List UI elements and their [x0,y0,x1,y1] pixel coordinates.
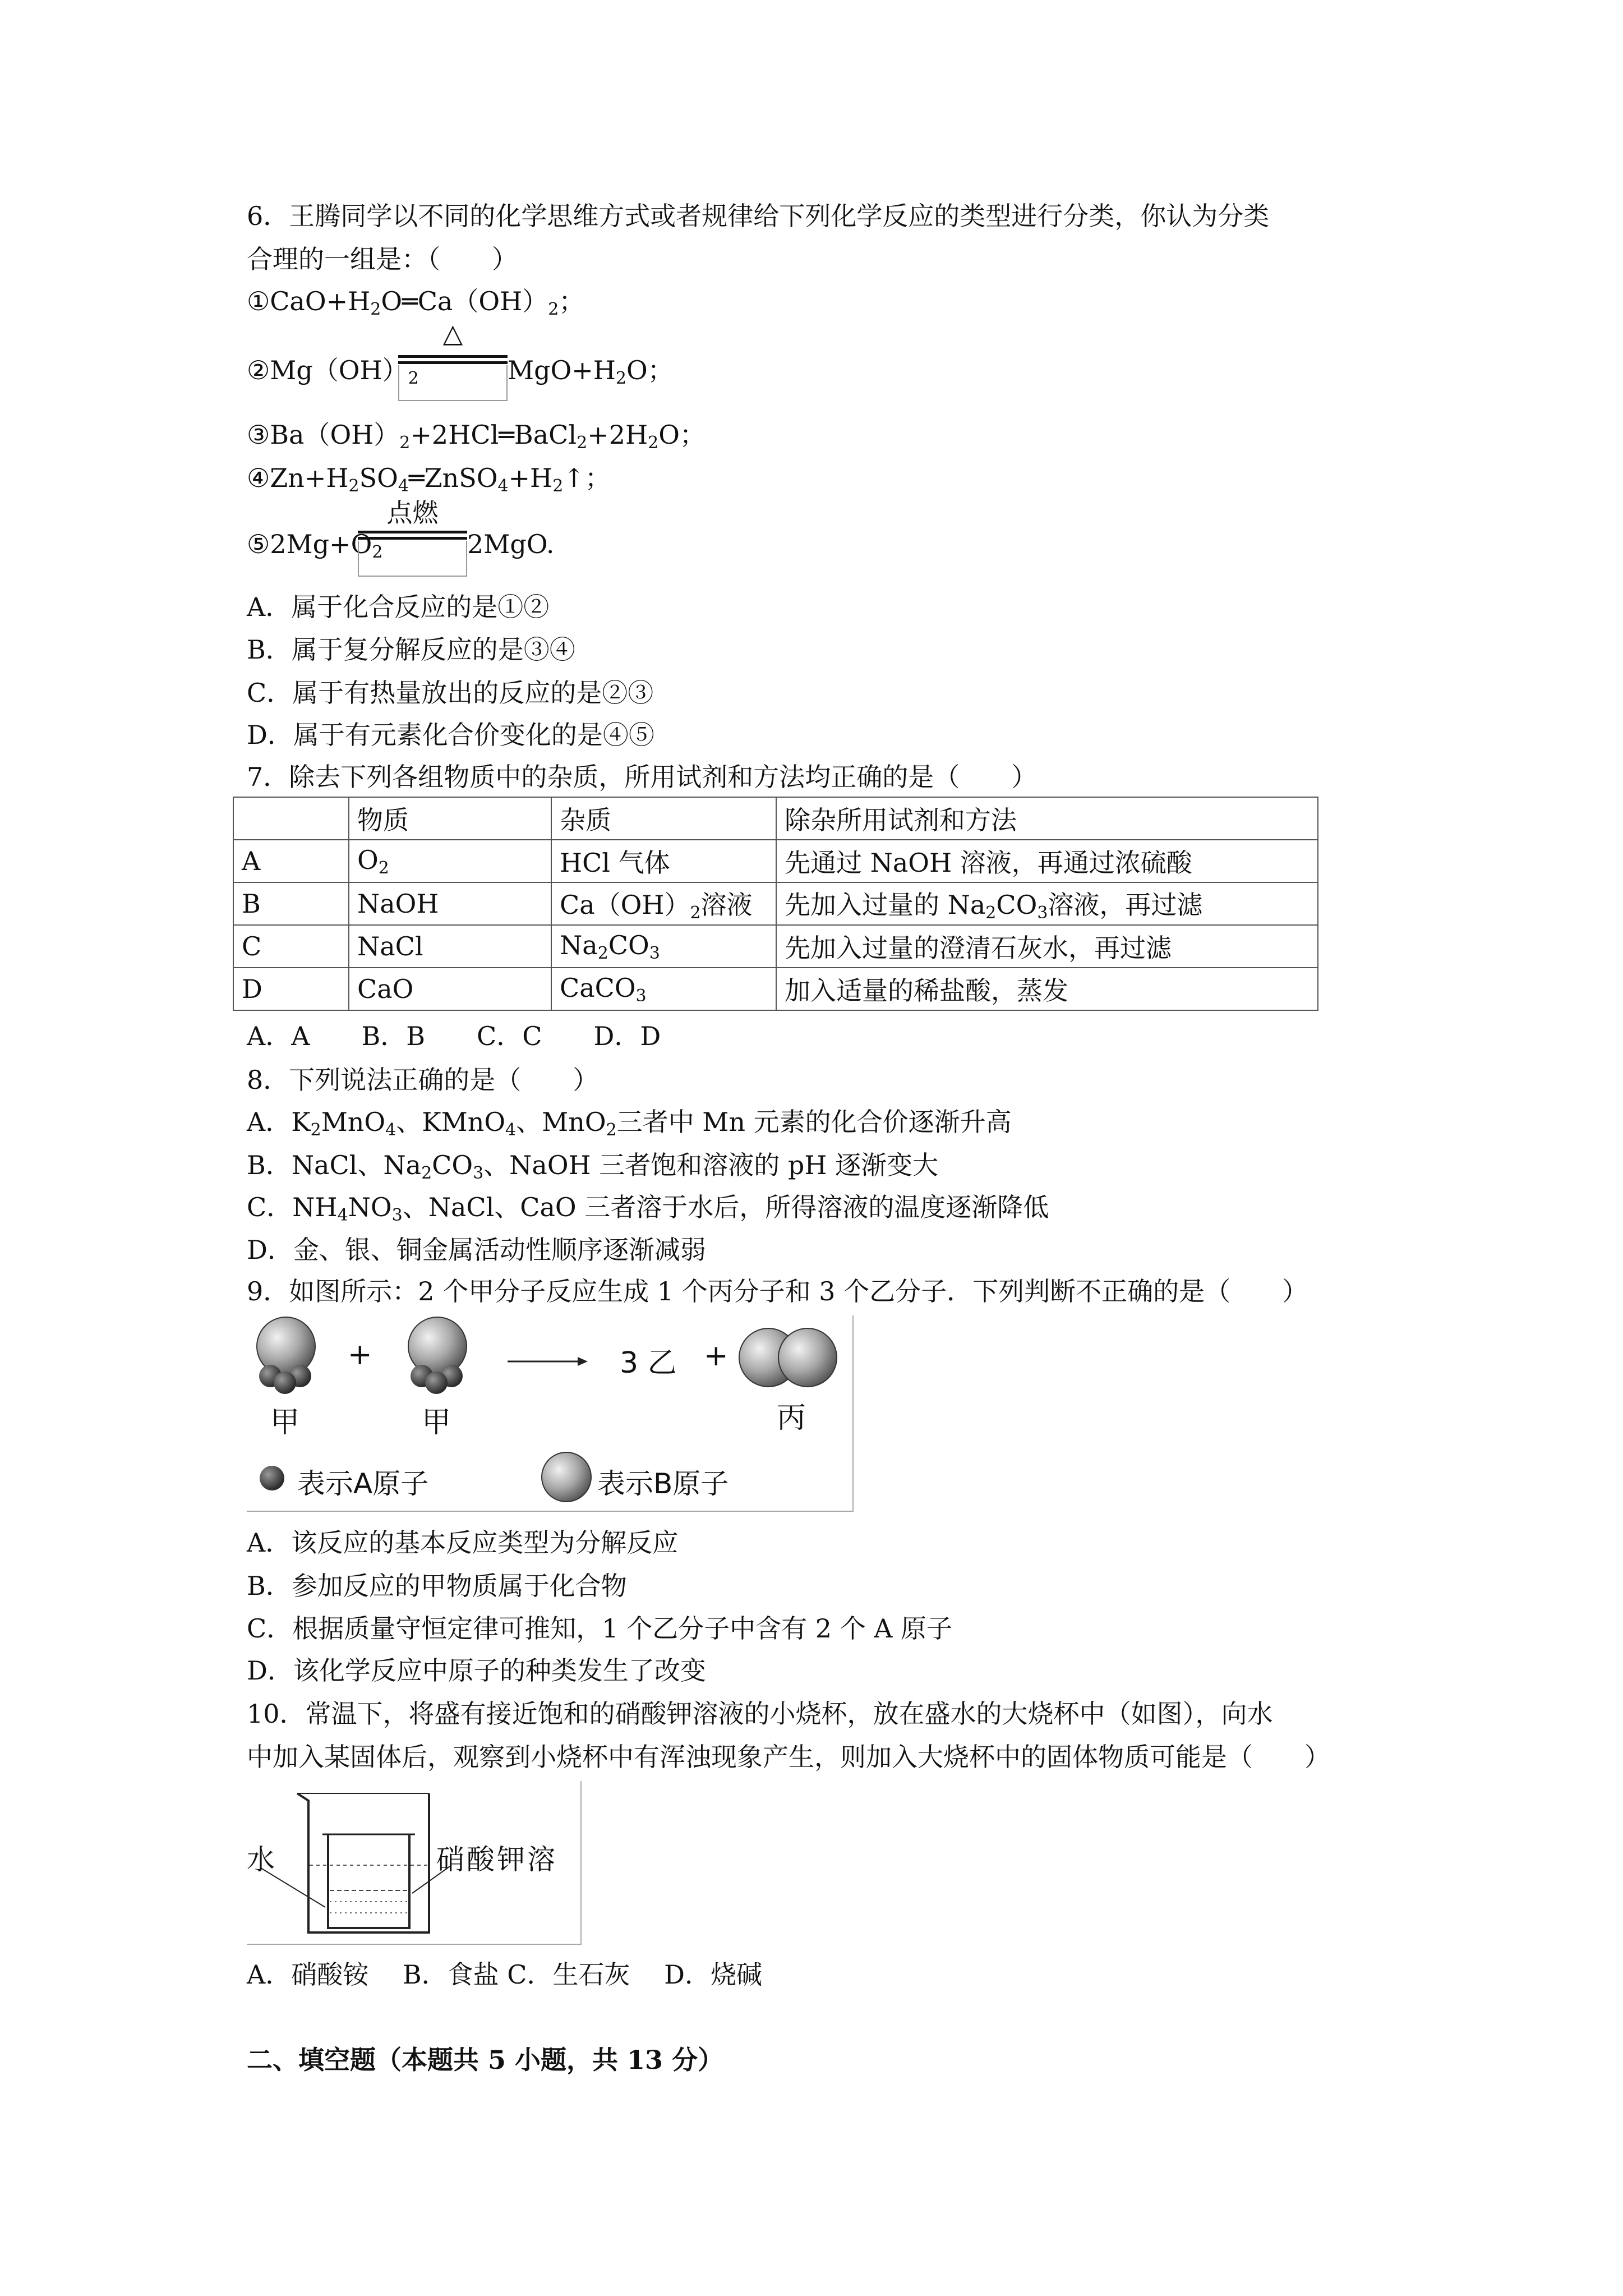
q8-stem: 8．下列说法正确的是（ ） [247,1065,599,1095]
q9-option-c: C．根据质量守恒定律可推知，1 个乙分子中含有 2 个 A 原子 [247,1613,953,1644]
impurity-table [233,797,1318,1011]
heat-condition-arrow [398,318,508,401]
jia-molecule-1 [257,1317,315,1394]
jia-molecule-2 [408,1317,467,1394]
q6-stem-line2: 合理的一组是：（ ） [247,244,518,274]
small-beaker-icon [328,1834,409,1928]
table-row: C NaCl $Na_2CO_3$ 先加入过量的澄清石灰水，再过滤 [233,925,1318,968]
label-jia-1: 甲 [270,1406,300,1439]
q10-options: A．硝酸铵 B．食盐 C．生石灰 D．烧碱 [247,1959,762,1990]
legend-b-atom-icon [542,1452,591,1502]
water-label: 水 [247,1843,275,1876]
q8-option-c: C．$NH_4NO_3$、NaCl、CaO 三者溶于水后，所得溶液的温度逐渐降低 [247,1192,1049,1225]
q8-option-a: A．$K_2MnO_4$、KMnO$_4$、MnO$_2$三者中 Mn 元素的化合价逐渐升高 [247,1107,1012,1140]
legend-a-label: 表示A原子 [297,1467,429,1500]
q6-option-c: C．属于有热量放出的反应的是②③ [247,678,654,708]
q6-option-d: D．属于有元素化合价变化的是④⑤ [247,720,654,750]
heat-triangle-icon: △ [442,318,463,348]
q6-stem-line1: 6．王腾同学以不同的化学思维方式或者规律给下列化学反应的类型进行分类，你认为分类 [247,201,1270,231]
beaker-figure [247,1781,582,1945]
q8-option-b: B．NaCl、$Na_2CO_3$、NaOH 三者饱和溶液的 pH 逐渐变大 [247,1150,939,1183]
plus-sign-2: + [704,1339,728,1373]
q6-option-a: A．属于化合反应的是①② [247,592,550,622]
q6-equation-5-product: 2MgO. [467,529,555,559]
bing-molecule [739,1328,837,1387]
solution-label: 硝酸钾溶 [436,1843,557,1876]
q6-equation-1: $①CaO+H_2O═Ca(OH)_2$； [247,286,585,319]
q10-stem-line1: 10．常温下，将盛有接近饱和的硝酸钾溶液的小烧杯，放在盛水的大烧杯中（如图），向水 [247,1699,1273,1729]
label-jia-2: 甲 [422,1406,451,1439]
q6-equation-3: $③Ba(OH)_2+2HCl═BaCl_2+2H_2O$； [247,420,706,453]
q8-option-d: D．金、银、铜金属活动性顺序逐渐减弱 [247,1235,706,1265]
q9-option-b: B．参加反应的甲物质属于化合物 [247,1571,627,1601]
q9-option-a: A．该反应的基本反应类型为分解反应 [247,1527,679,1558]
legend-a-atom-icon [260,1466,284,1490]
table-row: B NaOH $Ca(OH)_2$溶液 先加入过量的 $Na_2CO_3$溶液，再过滤 [233,882,1318,925]
product-3-yi: 3 乙 [620,1346,677,1380]
plus-sign-1: + [348,1338,372,1372]
q7-options: A．A B．B C．C D．D [247,1021,661,1051]
ignite-condition-arrow: 点燃 [358,489,467,579]
table-row: A $O_2$ HCl 气体 先通过 NaOH 溶液，再通过浓硫酸 [233,840,1318,882]
q6-equation-5: $⑤2Mg+O_2$ [247,529,383,562]
q9-stem: 9．如图所示：2 个甲分子反应生成 1 个丙分子和 3 个乙分子．下列判断不正确的是（ ） [247,1276,1308,1306]
label-bing: 丙 [777,1401,806,1435]
q6-equation-2: $②Mg(OH)_2$ [247,355,419,388]
q7-stem: 7．除去下列各组物质中的杂质，所用试剂和方法均正确的是（ ） [247,762,1038,792]
legend-b-label: 表示B原子 [597,1467,729,1500]
molecule-reaction-figure [247,1315,854,1512]
q9-option-d: D．该化学反应中原子的种类发生了改变 [247,1655,706,1686]
q6-option-b: B．属于复分解反应的是③④ [247,634,575,665]
table-header-row: 物质 杂质 除杂所用试剂和方法 [233,797,1318,840]
section-2-heading: 二、填空题（本题共 5 小题，共 13 分） [247,2045,724,2075]
reaction-arrow-icon [508,1357,588,1366]
table-row: D CaO CaCO$_3$ 加入适量的稀盐酸，蒸发 [233,968,1318,1010]
q10-stem-line2: 中加入某固体后，观察到小烧杯中有浑浊现象产生，则加入大烧杯中的固体物质可能是（ ） [247,1742,1330,1772]
q6-equation-2-products: $MgO+H_2O$； [508,355,674,388]
q6-equation-4: $④Zn+H_2SO_4═ZnSO_4+H_2↑$； [247,463,611,496]
